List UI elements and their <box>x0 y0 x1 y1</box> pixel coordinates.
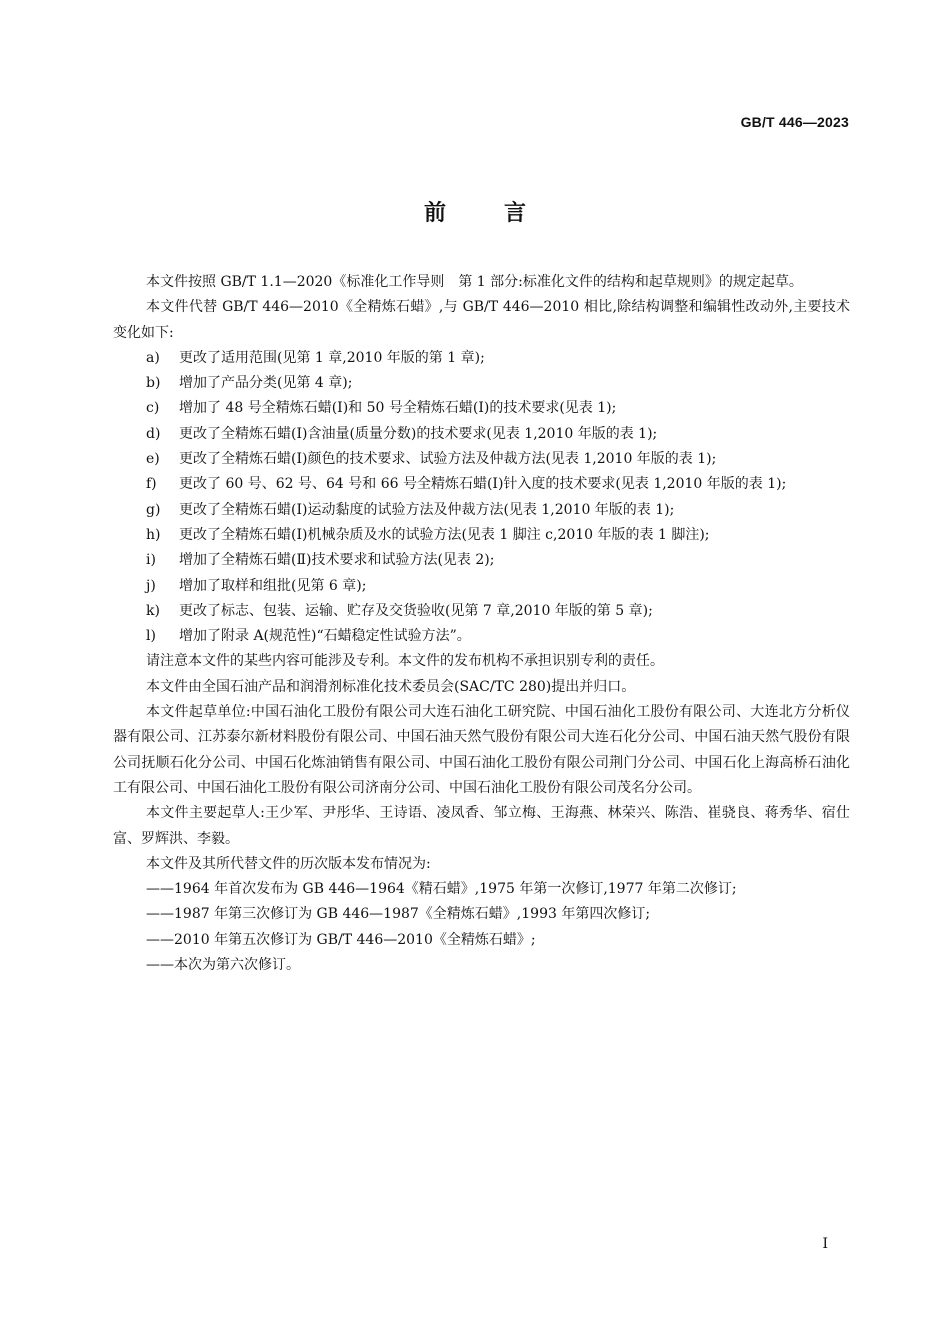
list-text: 更改了标志、包装、运输、贮存及交货验收(见第 7 章,2010 年版的第 5 章); <box>179 602 653 619</box>
page-title <box>0 196 950 227</box>
title-char-1: 前 <box>423 201 446 226</box>
list-item <box>113 396 850 421</box>
history-item: ——2010 年第五次修订为 GB/T 446—2010《全精炼石蜡》; <box>146 931 536 948</box>
list-marker: a) <box>146 349 160 366</box>
list-text: 增加了产品分类(见第 4 章); <box>179 375 353 392</box>
page-number: Ⅰ <box>822 1236 828 1252</box>
list-marker: c) <box>146 400 160 417</box>
patent-notice: 请注意本文件的某些内容可能涉及专利。本文件的发布机构不承担识别专利的责任。 <box>146 653 664 670</box>
list-text: 更改了 60 号、62 号、64 号和 66 号全精炼石蜡(Ⅰ)针入度的技术要求(见表 1,2010 年版的表 1); <box>179 476 787 493</box>
list-item <box>113 624 850 649</box>
list-marker: e) <box>146 451 160 468</box>
list-marker: l) <box>146 628 156 645</box>
drafting-units: 本文件起草单位:中国石油化工股份有限公司大连石油化工研究院、中国石油化工股份有限公司、大连北方分析仪器有限公司、江苏泰尔新材料股份有限公司、中国石油天然气股份有限公司大连石化分公司、中国石油天然气股份有限公司抚顺石化分公司、中国石化炼油销售有限公司、中国石油化工股份有限公司荆门分公司、中国石化上海高桥石油化工有限公司、中国石油化工股份有限公司济南分公司、中国石油化工股份有限公司茂名分公司。 <box>113 704 850 796</box>
list-text: 增加了全精炼石蜡(Ⅱ)技术要求和试验方法(见表 2); <box>179 552 495 569</box>
list-marker: h) <box>146 526 161 543</box>
list-item <box>113 371 850 396</box>
list-item <box>113 498 850 523</box>
list-item <box>113 548 850 573</box>
committee-paragraph: 本文件由全国石油产品和润滑剂标准化技术委员会(SAC/TC 280)提出并归口。 <box>146 678 636 695</box>
list-text: 增加了取样和组批(见第 6 章); <box>179 577 367 594</box>
list-marker: d) <box>146 425 161 442</box>
history-item: ——本次为第六次修订。 <box>146 957 300 974</box>
list-marker: g) <box>146 501 161 518</box>
list-item <box>113 447 850 472</box>
list-item <box>113 523 850 548</box>
list-item <box>113 346 850 371</box>
list-item <box>113 422 850 447</box>
list-marker: j) <box>146 577 156 594</box>
foreword-body <box>113 270 850 978</box>
history-item: ——1964 年首次发布为 GB 446—1964《精石蜡》,1975 年第一次修订,1977 年第二次修订; <box>146 881 737 898</box>
list-item <box>113 472 850 497</box>
list-text: 增加了附录 A(规范性)“石蜡稳定性试验方法”。 <box>179 628 471 645</box>
list-marker: b) <box>146 375 161 392</box>
intro-paragraph: 本文件代替 GB/T 446—2010《全精炼石蜡》,与 GB/T 446—2010 相比,除结构调整和编辑性改动外,主要技术变化如下: <box>113 299 850 341</box>
list-text: 更改了全精炼石蜡(Ⅰ)机械杂质及水的试验方法(见表 1 脚注 c,2010 年版的表 1 脚注); <box>179 526 710 543</box>
list-text: 增加了 48 号全精炼石蜡(Ⅰ)和 50 号全精炼石蜡(Ⅰ)的技术要求(见表 1); <box>179 400 617 417</box>
list-text: 更改了全精炼石蜡(Ⅰ)颜色的技术要求、试验方法及仲裁方法(见表 1,2010 年版的表 1); <box>179 451 717 468</box>
list-marker: k) <box>146 602 160 619</box>
list-marker: i) <box>146 552 156 569</box>
list-text: 更改了适用范围(见第 1 章,2010 年版的第 1 章); <box>179 349 485 366</box>
drafters: 本文件主要起草人:王少军、尹彤华、王诗语、凌凤香、邹立梅、王海燕、林荣兴、陈浩、崔骁良、蒋秀华、宿仕富、罗辉洪、李毅。 <box>113 805 850 847</box>
standard-number: GB/T 446—2023 <box>740 114 849 130</box>
list-marker: f) <box>146 476 157 493</box>
history-item: ——1987 年第三次修订为 GB 446—1987《全精炼石蜡》,1993 年第四次修订; <box>146 906 651 923</box>
list-text: 更改了全精炼石蜡(Ⅰ)运动黏度的试验方法及仲裁方法(见表 1,2010 年版的表 1); <box>179 501 675 518</box>
list-text: 更改了全精炼石蜡(Ⅰ)含油量(质量分数)的技术要求(见表 1,2010 年版的表 1); <box>179 425 658 442</box>
list-item <box>113 599 850 624</box>
intro-paragraph: 本文件按照 GB/T 1.1—2020《标准化工作导则 第 1 部分:标准化文件的结构和起草规则》的规定起草。 <box>146 274 803 290</box>
list-item <box>113 574 850 599</box>
title-char-2: 言 <box>504 201 527 226</box>
history-intro: 本文件及其所代替文件的历次版本发布情况为: <box>146 855 431 872</box>
